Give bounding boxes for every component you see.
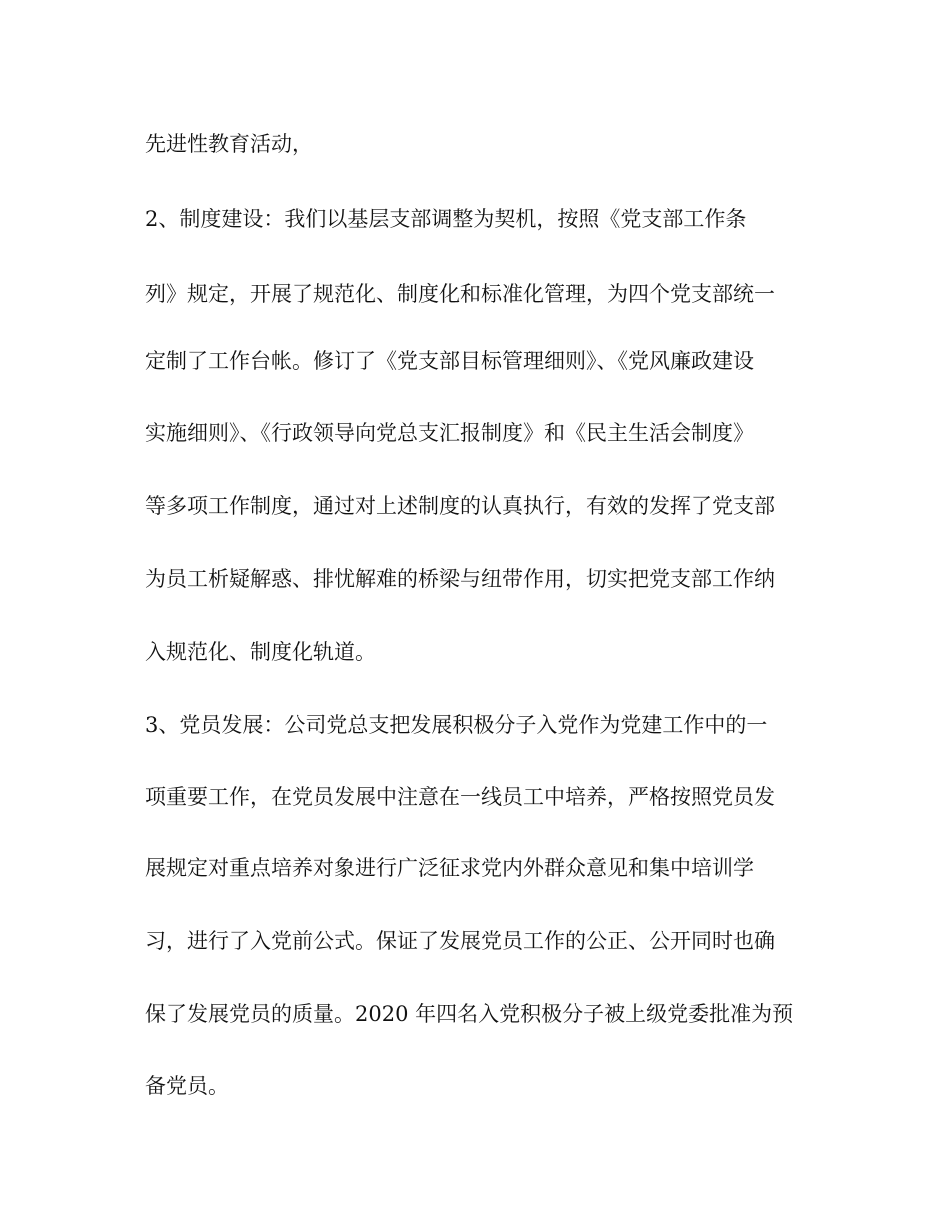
text-line: 入规范化、制度化轨道。 <box>145 640 376 664</box>
text-line: 习，进行了入党前公式。保证了发展党员工作的公正、公开同时也确 <box>145 929 775 953</box>
text-line: 为员工析疑解惑、排忧解难的桥梁与纽带作用，切实把党支部工作纳 <box>145 567 775 591</box>
text-line: 先进性教育活动， <box>145 132 313 156</box>
text-line: 实施细则》、《行政领导向党总支汇报制度》和《民主生活会制度》 <box>145 421 754 445</box>
text-line: 展规定对重点培养对象进行广泛征求党内外群众意见和集中培训学 <box>145 856 754 880</box>
text-line: 项重要工作，在党员发展中注意在一线员工中培养，严格按照党员发 <box>145 785 775 809</box>
text-line: 备党员。 <box>145 1074 229 1098</box>
text-line: 等多项工作制度，通过对上述制度的认真执行，有效的发挥了党支部 <box>145 494 775 518</box>
text-line: 保了发展党员的质量。2020 年四名入党积极分子被上级党委批准为预 <box>145 1002 794 1026</box>
text-line: 2、制度建设：我们以基层支部调整为契机，按照《党支部工作条 <box>145 207 747 231</box>
text-line: 定制了工作台帐。修订了《党支部目标管理细则》、《党风廉政建设 <box>145 349 754 373</box>
text-line: 列》规定，开展了规范化、制度化和标准化管理，为四个党支部统一 <box>145 282 775 306</box>
text-line: 3、党员发展：公司党总支把发展积极分子入党作为党建工作中的一 <box>145 713 768 737</box>
